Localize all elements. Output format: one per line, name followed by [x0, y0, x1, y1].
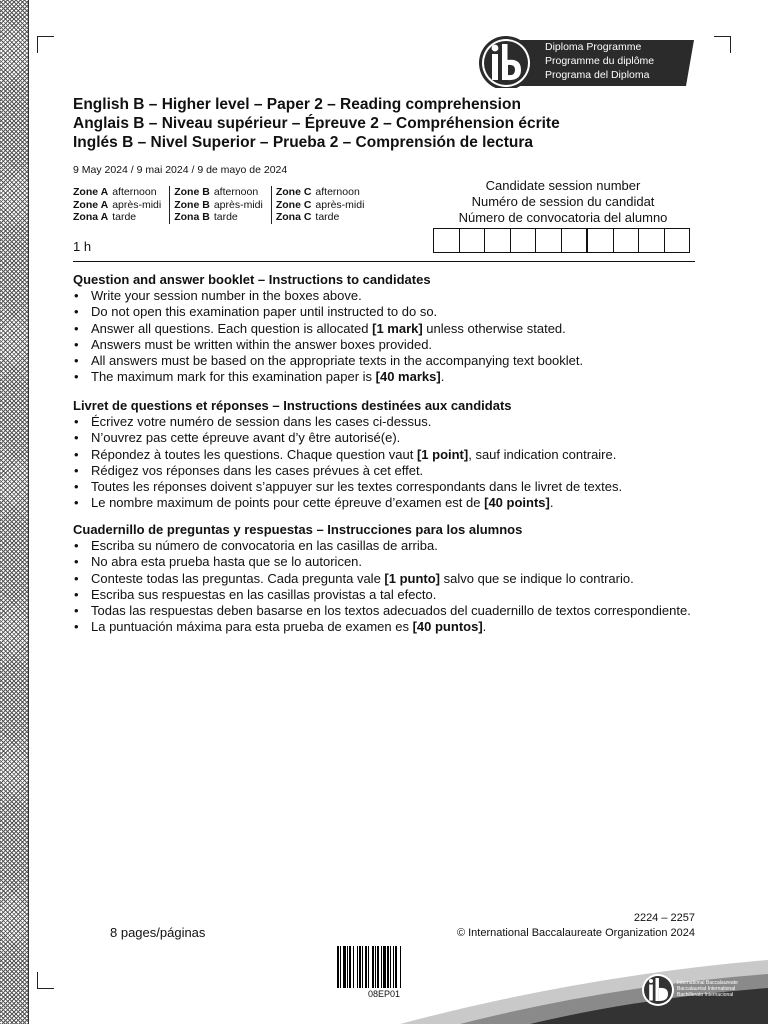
instruction-text: Le nombre maximum de points pour cette épreuve d’examen est de — [91, 495, 485, 511]
header-divider — [73, 261, 695, 262]
zone-c-column — [271, 186, 373, 224]
instruction-item — [73, 337, 693, 353]
crop-mark-bottom-left — [37, 972, 54, 989]
session-digit-box[interactable] — [485, 229, 511, 252]
ib-footer-label — [677, 980, 738, 998]
instruction-text: Write your session number in the boxes above. — [91, 288, 362, 304]
zone-time: afternoon — [315, 186, 360, 198]
barcode-bar — [395, 946, 397, 988]
zone-label: Zone A — [73, 186, 109, 198]
instruction-item — [73, 430, 693, 446]
zone-label: Zone A — [73, 198, 109, 211]
zone-b-column — [169, 186, 271, 224]
copyright: © International Baccalaureate Organization 2024 — [456, 927, 695, 939]
footer-logo-line-fr: Baccalauréat International — [677, 986, 736, 992]
instruction-item — [73, 463, 693, 479]
zone-time: tarde — [112, 211, 137, 223]
mark-value: [40 puntos] — [412, 619, 483, 635]
title-es: Inglés B – Nivel Superior – Prueba 2 – Comprensión de lectura — [73, 134, 533, 151]
barcode-bar — [375, 946, 376, 988]
session-digit-box[interactable] — [460, 229, 486, 252]
instruction-text: . — [482, 619, 487, 635]
instruction-text: salvo que se indique lo contrario. — [440, 570, 634, 586]
zone-label: Zone B — [174, 198, 210, 211]
instruction-text: unless otherwise stated. — [422, 320, 566, 336]
instruction-text: Escriba sus respuestas en las casillas provistas a tal efecto. — [91, 586, 437, 602]
binding-margin — [0, 0, 29, 1024]
barcode-bar — [387, 946, 389, 988]
instruction-text: Escriba su número de convocatoria en las casillas de arriba. — [91, 538, 438, 554]
instruction-item — [73, 603, 693, 619]
barcode-bar — [357, 946, 358, 988]
instruction-text: Répondez à toutes les questions. Chaque question vaut — [91, 446, 417, 462]
mark-value: [1 mark] — [372, 320, 423, 336]
barcode-bar — [340, 946, 341, 988]
instruction-text: Rédigez vos réponses dans les cases prévues à cet effet. — [91, 462, 424, 478]
instruction-text: N’ouvrez pas cette épreuve avant d’y être autorisé(e). — [91, 430, 401, 446]
instruction-text: The maximum mark for this examination paper is — [91, 369, 376, 385]
candidate-session-number-boxes[interactable] — [433, 228, 690, 253]
ib-footer-logo — [641, 973, 675, 1007]
footer-logo-line-es: Bachillerato Internacional — [677, 992, 734, 998]
barcode-bar — [381, 946, 382, 988]
title-en: English B – Higher level – Paper 2 – Reading comprehension — [73, 96, 521, 113]
barcode-bar — [349, 946, 351, 988]
mark-value: [1 punto] — [384, 570, 441, 586]
instruction-item — [73, 369, 693, 385]
instruction-list — [73, 414, 693, 511]
candidate-session-label — [430, 178, 696, 226]
session-digit-box[interactable] — [639, 229, 665, 252]
barcode-bar — [383, 946, 386, 988]
barcode-bar — [372, 946, 374, 988]
csn-label-es: Número de convocatoria del alumno — [458, 210, 668, 225]
instructions-english — [73, 272, 693, 385]
instruction-text: Todas las respuestas deben basarse en los textos adecuados del cuadernillo de textos correspondiente. — [91, 603, 691, 619]
diploma-programme-label — [545, 40, 654, 82]
zone-a-column — [73, 186, 169, 224]
instruction-item — [73, 538, 693, 554]
instruction-text: Answer all questions. Each question is allocated — [91, 320, 373, 336]
instruction-text: . — [440, 369, 445, 385]
barcode-bar — [390, 946, 391, 988]
instruction-text: La puntuación máxima para esta prueba de examen es — [91, 619, 413, 635]
session-digit-box[interactable] — [562, 229, 589, 252]
instruction-item — [73, 353, 693, 369]
barcode-bar — [362, 946, 363, 988]
mark-value: [40 points] — [484, 495, 550, 511]
instruction-text: . — [549, 495, 554, 511]
instruction-text: No abra esta prueba hasta que se lo autoricen. — [91, 554, 363, 570]
zone-time: tarde — [213, 211, 238, 223]
exam-code: 2224 – 2257 — [633, 912, 695, 924]
session-digit-box[interactable] — [536, 229, 562, 252]
zone-label: Zone B — [174, 186, 210, 198]
instruction-text: All answers must be based on the appropriate texts in the accompanying text booklet. — [91, 353, 584, 369]
section-heading: Question and answer booklet – Instructions to candidates — [73, 272, 431, 287]
barcode-bar — [393, 946, 394, 988]
barcode-bar — [377, 946, 379, 988]
instruction-text: Conteste todas las preguntas. Cada pregunta vale — [91, 570, 385, 586]
instruction-item — [73, 479, 693, 495]
section-heading: Livret de questions et réponses – Instructions destinées aux candidats — [73, 398, 512, 413]
section-heading: Cuadernillo de preguntas y respuestas – Instrucciones para los alumnos — [73, 522, 523, 537]
instructions-french — [73, 398, 693, 511]
zone-time: afternoon — [213, 186, 259, 198]
exam-date: 9 May 2024 / 9 mai 2024 / 9 de mayo de 2024 — [73, 164, 288, 176]
zone-time: tarde — [315, 211, 340, 223]
instruction-item — [73, 587, 693, 603]
barcode-bar — [368, 946, 369, 988]
exam-title — [73, 95, 560, 152]
barcode-bar — [347, 946, 348, 988]
zone-label: Zona C — [275, 211, 312, 223]
barcode-bar — [365, 946, 367, 988]
instruction-item — [73, 619, 693, 635]
instruction-item — [73, 495, 693, 511]
session-digit-box[interactable] — [665, 229, 690, 252]
csn-label-en: Candidate session number — [485, 178, 641, 193]
instruction-item — [73, 304, 693, 320]
time-zones-table — [73, 186, 372, 224]
instruction-item — [73, 414, 693, 430]
barcode-bar — [337, 946, 339, 988]
instruction-item — [73, 321, 693, 337]
title-fr: Anglais B – Niveau supérieur – Épreuve 2 – Compréhension écrite — [73, 115, 560, 132]
logo-line-en: Diploma Programme — [545, 41, 642, 53]
mark-value: [40 marks] — [375, 369, 441, 385]
logo-line-es: Programa del Diploma — [545, 69, 650, 81]
instruction-list — [73, 288, 693, 385]
barcode-bar — [359, 946, 361, 988]
barcode-bar — [343, 946, 346, 988]
session-digit-box[interactable] — [614, 229, 640, 252]
mark-value: [1 point] — [416, 446, 469, 462]
session-digit-box[interactable] — [588, 229, 614, 252]
instruction-item — [73, 571, 693, 587]
footer-logo-line-en: International Baccalaureate — [677, 980, 738, 986]
zone-label: Zone C — [275, 186, 312, 198]
session-digit-box[interactable] — [434, 229, 460, 252]
crop-mark-top-right — [714, 36, 731, 53]
instruction-item — [73, 447, 693, 463]
zone-time: afternoon — [112, 186, 157, 198]
instruction-text: Toutes les réponses doivent s’appuyer sur les textes correspondants dans le livret de textes. — [91, 479, 623, 495]
barcode-bar — [353, 946, 354, 988]
instructions-spanish — [73, 522, 693, 635]
exam-duration: 1 h — [73, 239, 92, 254]
session-digit-box[interactable] — [511, 229, 537, 252]
csn-label-fr: Numéro de session du candidat — [471, 194, 655, 209]
instruction-item — [73, 288, 693, 304]
barcode-label: 08EP01 — [367, 989, 401, 999]
zone-time: après-midi — [213, 198, 263, 211]
zone-time: après-midi — [112, 198, 162, 211]
zone-label: Zona A — [73, 211, 109, 223]
instruction-text: , sauf indication contraire. — [468, 446, 617, 462]
instruction-text: Answers must be written within the answer boxes provided. — [91, 336, 433, 352]
logo-line-fr: Programme du diplôme — [545, 55, 655, 67]
zone-time: après-midi — [315, 198, 365, 211]
zone-label: Zone C — [275, 198, 312, 211]
exam-code-block — [457, 911, 695, 941]
zone-label: Zona B — [174, 211, 210, 223]
page-count: 8 pages/páginas — [110, 925, 206, 940]
instruction-item — [73, 554, 693, 570]
instruction-list — [73, 538, 693, 635]
instruction-text: Do not open this examination paper until instructed to do so. — [91, 304, 438, 320]
crop-mark-top-left — [37, 36, 54, 53]
instruction-text: Écrivez votre numéro de session dans les cases ci-dessus. — [91, 414, 432, 430]
